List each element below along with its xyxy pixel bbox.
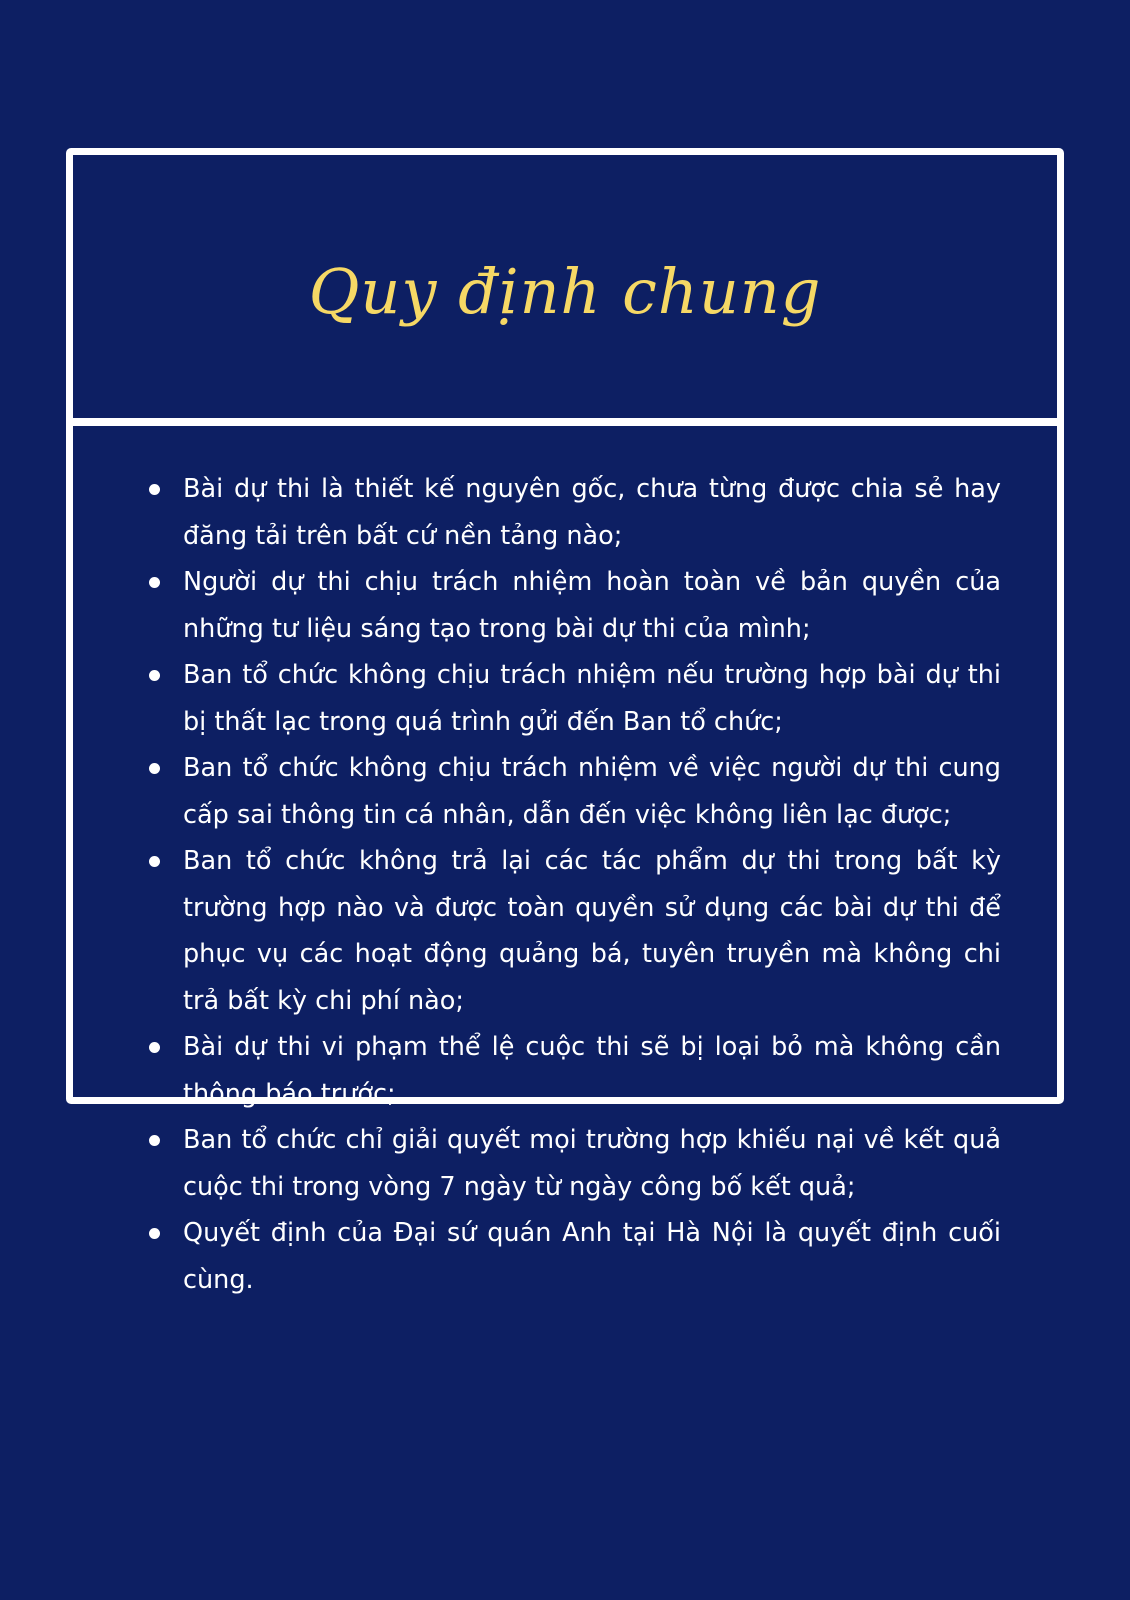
rule-text: Ban tổ chức không chịu trách nhiệm nếu trường hợp bài dự thi bị thất lạc trong quá trình gửi đến Ban tổ chức; <box>183 660 1001 737</box>
rules-list <box>145 466 1001 1303</box>
rules-frame <box>66 148 1064 1295</box>
bullet-icon <box>149 856 160 867</box>
list-item <box>145 652 1001 745</box>
bullet-icon <box>149 1228 160 1239</box>
list-item <box>145 1117 1001 1210</box>
title-box <box>73 155 1057 426</box>
bullet-icon <box>149 577 160 588</box>
list-item <box>145 1024 1001 1117</box>
bullet-icon <box>149 1042 160 1053</box>
bullet-icon <box>149 670 160 681</box>
rule-text: Quyết định của Đại sứ quán Anh tại Hà Nội là quyết định cuối cùng. <box>183 1218 1001 1295</box>
bullet-icon <box>149 484 160 495</box>
list-item <box>145 1210 1001 1303</box>
list-item <box>145 466 1001 559</box>
bullet-icon <box>149 1135 160 1146</box>
list-item <box>145 745 1001 838</box>
list-item <box>145 559 1001 652</box>
rule-text: Ban tổ chức chỉ giải quyết mọi trường hợp khiếu nại về kết quả cuộc thi trong vòng 7 ngày từ ngày công bố kết quả; <box>183 1125 1001 1202</box>
rule-text: Bài dự thi vi phạm thể lệ cuộc thi sẽ bị loại bỏ mà không cần thông báo trước; <box>183 1032 1001 1109</box>
page-title: Quy định chung <box>308 255 822 328</box>
rule-text: Người dự thi chịu trách nhiệm hoàn toàn về bản quyền của những tư liệu sáng tạo trong bài dự thi của mình; <box>183 567 1001 644</box>
list-item <box>145 838 1001 1024</box>
rule-text: Ban tổ chức không trả lại các tác phẩm dự thi trong bất kỳ trường hợp nào và được toàn quyền sử dụng các bài dự thi để phục vụ các hoạt động quảng bá, tuyên truyền mà không chi trả bất kỳ chi phí nào; <box>183 846 1001 1016</box>
rule-text: Bài dự thi là thiết kế nguyên gốc, chưa từng được chia sẻ hay đăng tải trên bất cứ nền tảng nào; <box>183 474 1001 551</box>
bullet-icon <box>149 763 160 774</box>
rule-text: Ban tổ chức không chịu trách nhiệm về việc người dự thi cung cấp sai thông tin cá nhân, dẫn đến việc không liên lạc được; <box>183 753 1001 830</box>
